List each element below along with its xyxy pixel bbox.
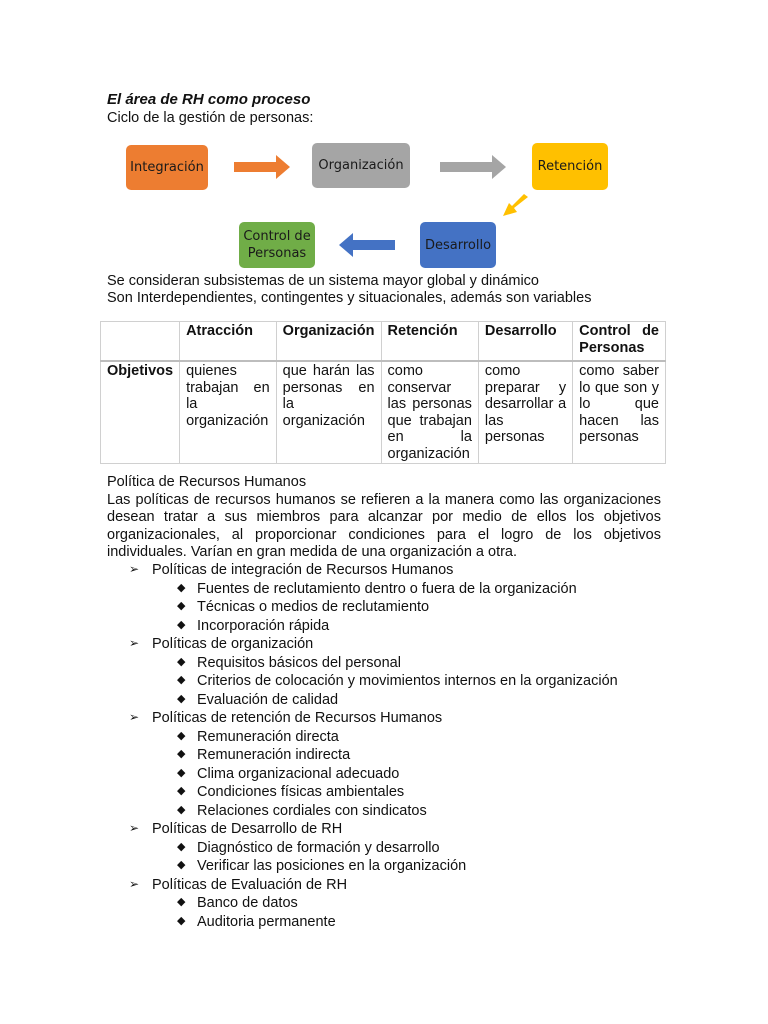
table-row-label: Objetivos (101, 361, 180, 464)
list-item (107, 655, 667, 674)
table-row (101, 361, 666, 464)
diamond-bullet-icon: ◆ (177, 803, 186, 816)
arrow-right-orange-icon (234, 155, 290, 179)
policy-item: Clima organizacional adecuado (197, 765, 400, 782)
diamond-bullet-icon: ◆ (177, 729, 186, 742)
table-header-row (101, 322, 666, 362)
diamond-bullet-icon: ◆ (177, 674, 186, 686)
policy-item: Fuentes de reclutamiento dentro o fuera de la organización (197, 580, 577, 597)
policies-list (107, 562, 667, 932)
list-item (107, 599, 667, 618)
table-cell: que harán las personas en la organización (276, 361, 381, 464)
list-item (107, 766, 667, 785)
arrow-right-gray-icon (440, 155, 506, 179)
cycle-box-integracion (126, 145, 208, 190)
cycle-label-retencion: Retención (537, 159, 603, 174)
diamond-bullet-icon: ◆ (177, 896, 186, 908)
diamond-bullet-icon: ◆ (177, 692, 186, 705)
policy-group-title: Políticas de Desarrollo de RH (152, 821, 343, 837)
policy-item: Criterios de colocación y movimientos internos en la organización (197, 673, 618, 689)
intro-line-2: Son Interdependientes, contingentes y situacionales, además son variables (107, 290, 592, 306)
arrow-bullet-icon: ➢ (129, 710, 140, 724)
policy-item: Banco de datos (197, 895, 298, 911)
policy-item: Remuneración directa (197, 728, 339, 745)
table-cell: como conservar las personas que trabajan en la organización (381, 361, 478, 464)
policy-group-title: Políticas de integración de Recursos Humanos (152, 562, 454, 578)
diamond-bullet-icon: ◆ (177, 618, 186, 631)
list-item (107, 581, 667, 600)
cycle-box-control (239, 222, 315, 268)
list-item (107, 914, 667, 933)
policy-item: Auditoria permanente (197, 913, 336, 930)
list-item (107, 821, 667, 840)
diamond-bullet-icon: ◆ (177, 748, 186, 760)
intro-line-1: Se consideran subsistemas de un sistema mayor global y dinámico (107, 273, 539, 289)
diamond-bullet-icon: ◆ (177, 914, 186, 927)
policy-item: Técnicas o medios de reclutamiento (197, 599, 430, 615)
policy-item: Evaluación de calidad (197, 691, 339, 708)
diamond-bullet-icon: ◆ (177, 859, 186, 871)
table-header-cell: Desarrollo (478, 322, 572, 362)
cycle-label-desarrollo: Desarrollo (424, 237, 492, 253)
cycle-label-control-line1: Control de (243, 229, 311, 244)
policy-item: Requisitos básicos del personal (197, 654, 401, 671)
policy-item: Diagnóstico de formación y desarrollo (197, 839, 440, 856)
cycle-label-integracion: Integración (130, 160, 204, 175)
section-title: El área de RH como proceso (107, 91, 311, 108)
objectives-table (100, 321, 666, 464)
list-item (107, 673, 667, 692)
table-header-cell: Retención (381, 322, 478, 362)
cycle-label-control-line2: Personas (247, 246, 307, 261)
list-item (107, 784, 667, 803)
arrow-down-left-yellow-icon (500, 194, 530, 218)
diamond-bullet-icon: ◆ (177, 766, 186, 779)
list-item (107, 858, 667, 877)
table-header-cell (101, 322, 180, 362)
policy-item: Incorporación rápida (197, 617, 330, 634)
list-item (107, 877, 667, 896)
policy-item: Remuneración indirecta (197, 747, 351, 763)
cycle-box-desarrollo (420, 222, 496, 268)
cycle-box-organizacion (312, 143, 410, 188)
list-item (107, 729, 667, 748)
list-item (107, 710, 667, 729)
list-item (107, 895, 667, 914)
diamond-bullet-icon: ◆ (177, 600, 186, 612)
policy-group-title: Políticas de retención de Recursos Humanos (152, 710, 443, 726)
arrow-bullet-icon: ➢ (129, 636, 140, 650)
table-header-cell: Organización (276, 322, 381, 362)
table-header-cell: Control de Personas (573, 322, 666, 362)
table-cell: como preparar y desarrollar a las personas (478, 361, 572, 464)
cycle-label-control (243, 228, 310, 262)
diamond-bullet-icon: ◆ (177, 785, 186, 797)
arrow-bullet-icon: ➢ (129, 821, 140, 835)
cycle-label-organizacion: Organización (318, 158, 404, 173)
diamond-bullet-icon: ◆ (177, 840, 186, 853)
arrow-bullet-icon: ➢ (129, 562, 140, 576)
policy-item: Relaciones cordiales con sindicatos (197, 802, 427, 819)
policy-item: Verificar las posiciones en la organización (197, 858, 467, 874)
table-cell: quienes trabajan en la organización (180, 361, 277, 464)
list-item (107, 636, 667, 655)
policy-item: Condiciones físicas ambientales (197, 784, 405, 800)
cycle-box-retencion (532, 143, 608, 190)
list-item (107, 803, 667, 822)
arrow-bullet-icon: ➢ (129, 876, 140, 891)
diamond-bullet-icon: ◆ (177, 655, 186, 668)
list-item (107, 618, 667, 637)
list-item (107, 840, 667, 859)
diamond-bullet-icon: ◆ (177, 581, 186, 594)
list-item (107, 692, 667, 711)
policy-group-title: Políticas de organización (152, 636, 314, 652)
policy-section (107, 474, 661, 562)
arrow-left-blue-icon (339, 233, 395, 257)
policy-title: Política de Recursos Humanos (107, 474, 307, 490)
list-item (107, 747, 667, 766)
section-subtitle: Ciclo de la gestión de personas: (107, 110, 314, 126)
list-item (107, 562, 667, 581)
policy-paragraph: Las políticas de recursos humanos se refieren a la manera como las organizaciones desean tratar a sus miembros para alcanzar por medio de ellos los objetivos organizacionales, al proporcionar condiciones para el logro de los objetivos individuales. Varían en gran medida de una organización a otra. (107, 491, 661, 560)
table-cell: como saber lo que son y lo que hacen las personas (573, 361, 666, 464)
policy-group-title: Políticas de Evaluación de RH (152, 876, 348, 893)
table-header-cell: Atracción (180, 322, 277, 362)
